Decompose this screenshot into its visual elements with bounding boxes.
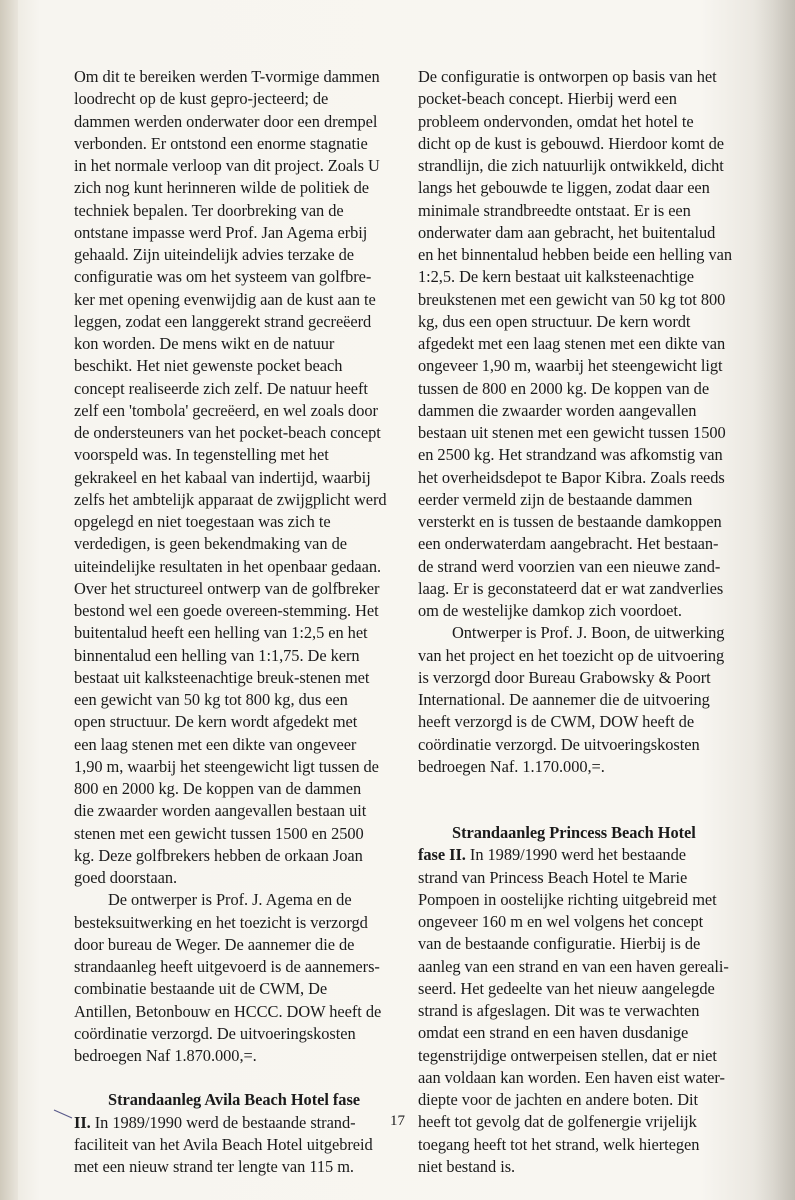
text-line: gehaald. Zijn uiteindelijk advies terzake de [74,245,354,264]
left-paragraph-1 [74,66,404,889]
text-line: configuratie was om het systeem van golfbre- [74,267,372,287]
text-line: Om dit te bereiken werden T-vormige dammen [74,67,380,86]
section-heading-princess-continued [418,844,768,866]
left-paragraph-3 [74,1134,404,1179]
text-line: loodrecht op de kust gepro-jecteerd; de [74,89,329,109]
text-line: heeft tot gevolg dat de golfenergie vrijelijk [418,1112,697,1132]
text-line: om de westelijke damkop zich voordoet. [418,601,682,620]
text-line: ker met opening evenwijdig aan de kust aan te [74,289,376,309]
right-column [418,66,768,1178]
text-line: breukstenen met een gewicht van 50 kg tot 800 [418,289,726,309]
text-line: Ontwerper is Prof. J. Boon, de uitwerking [452,623,725,643]
left-column [74,66,404,1178]
text-line: goed doorstaan. [74,868,178,887]
text-line: dicht op de kust is gebouwd. Hierdoor komt de [418,133,724,153]
text-line: besteksuitwerking en het toezicht is verzorgd [74,912,368,932]
text-line: 800 en 2000 kg. De koppen van de dammen [74,779,362,798]
text-line: ontstane impasse werd Prof. Jan Agema erbij [74,222,368,242]
text-line: het overheidsdepot te Bapor Kibra. Zoals reeds [418,467,725,487]
text-line: onderwater dam aan gebracht, het buitentalud [418,222,716,242]
text-line: bedroegen Naf 1.870.000,=. [74,1046,257,1065]
text-line: seerd. Het gedeelte van het nieuw aangelegde [418,978,715,998]
text-line: De configuratie is ontworpen op basis van het [418,67,717,86]
text-line: coördinatie verzorgd. De uitvoeringskosten [74,1023,356,1043]
text-line: strandaanleg heeft uitgevoerd is de aannemers- [74,957,380,976]
text-line: van de bestaande configuratie. Hierbij is de [418,934,701,954]
text-line: buitentalud heeft een helling van 1:2,5 en het [74,623,368,643]
text-line: van het project en het toezicht op de uitvoering [418,645,725,665]
text-line: en 2500 kg. Het strandzand was afkomstig van [418,445,723,465]
text-line: Over het structureel ontwerp van de golfbreker [74,578,380,598]
text-line: binnentalud een helling van 1:1,75. De kern [74,645,360,665]
text-line: niet bestand is. [418,1156,516,1176]
heading-continuation: In 1989/1990 werd het bestaande [465,845,686,865]
text-line: tegenstrijdige ontwerpeisen stellen, dat er niet [418,1045,717,1065]
heading-continuation: In 1989/1990 werd de bestaande strand- [90,1112,356,1132]
text-line: bedroegen Naf. 1.170.000,=. [418,756,605,776]
text-line: is verzorgd door Bureau Grabowsky & Poort [418,667,711,687]
text-line: de strand werd voorzien van een nieuwe zand- [418,556,721,576]
text-line: heeft verzorgd is de CWM, DOW heeft de [418,712,695,732]
text-line: en het binnentalud hebben beide een helling van [418,245,732,264]
right-paragraph-1 [418,66,768,622]
text-line: verdedigen, is geen bekendmaking van de [74,534,347,554]
text-line: strand is afgeslagen. Dit was te verwachten [418,1001,700,1020]
binding-edge [0,0,18,1200]
right-paragraph-2 [418,622,768,778]
text-line: in het normale verloop van dit project. Zoals U [74,156,380,175]
text-line: gekrakeel en het kabaal van indertijd, waarbij [74,467,371,487]
text-line: concept realiseerde zich zelf. De natuur heeft [74,378,368,398]
text-line: verbonden. Er ontstond een enorme stagnatie [74,133,368,153]
text-line: dammen die zwaarder worden aangevallen [418,400,697,420]
text-line: faciliteit van het Avila Beach Hotel uitgebreid [74,1134,373,1154]
text-line: strandlijn, die zich natuurlijk ontwikkeld, dicht [418,156,724,175]
text-line: met een nieuw strand ter lengte van 115 m. [74,1157,354,1176]
text-line: een laag stenen met een dikte van ongeveer [74,734,357,754]
spacer [74,1067,404,1089]
text-line: aan voldaan kan worden. Een haven eist water- [418,1067,725,1087]
text-line: langs het gebouwde te liggen, zodat daar een [418,178,710,198]
text-line: kon worden. De mens wikt en de natuur [74,334,335,353]
text-line: bestond wel een goede overeen-stemming. Het [74,601,379,620]
section-heading-avila: Strandaanleg Avila Beach Hotel fase [108,1090,360,1110]
text-line: coördinatie verzorgd. De uitvoeringskosten [418,734,700,754]
text-line: open structuur. De kern wordt afgedekt met [74,712,358,732]
text-line: pocket-beach concept. Hierbij werd een [418,89,677,109]
left-paragraph-2 [74,889,404,1067]
text-line: versterkt en is tussen de bestaande damkoppen [418,512,722,531]
text-line: dammen werden onderwater door een drempel [74,111,378,131]
text-line: kg. Deze golfbrekers hebben de orkaan Joan [74,845,363,865]
text-line: techniek bepalen. Ter doorbreking van de [74,200,344,220]
text-line: een gewicht van 50 kg tot 800 kg, dus een [74,690,348,709]
text-line: door bureau de Weger. De aannemer die de [74,934,355,954]
text-line: toegang heeft tot het strand, welk hiertegen [418,1134,700,1154]
text-line: omdat een strand en een haven dusdanige [418,1023,689,1043]
text-line: De ontwerper is Prof. J. Agema en de [108,890,352,910]
text-line: Antillen, Betonbouw en HCCC. DOW heeft de [74,1001,382,1021]
text-line: probleem ondervonden, omdat het hotel te [418,111,694,131]
text-line: laag. Er is geconstateerd dat er wat zandverlies [418,578,724,598]
text-line: kg, dus een open structuur. De kern wordt [418,311,691,331]
text-line: voorspeld was. In tegenstelling met het [74,445,329,465]
text-line: tussen de 800 en 2000 kg. De koppen van de [418,378,710,398]
text-line: aanleg van een strand en van een haven gereali- [418,956,729,976]
text-line: opgelegd en niet toegestaan was zich te [74,512,331,531]
text-line: stenen met een gewicht tussen 1500 en 2500 [74,823,364,843]
section-heading-princess: Strandaanleg Princess Beach Hotel [452,823,696,842]
text-line: 1:2,5. De kern bestaat uit kalksteenachtige [418,267,694,287]
spacer [418,778,768,800]
text-line: ongeveer 160 m en wel volgens het concept [418,912,704,931]
text-line: bestaat uit kalksteenachtige breuk-stenen met [74,667,370,687]
text-line: 1,90 m, waarbij het steengewicht ligt tussen de [74,756,379,776]
text-line: strand van Princess Beach Hotel te Marie [418,867,688,887]
heading-fase-label: fase II. [418,845,466,865]
text-line: uiteindelijke resultaten in het openbaar gedaan. [74,556,382,576]
text-line: combinatie bestaande uit de CWM, De [74,979,328,999]
spacer [418,800,768,822]
text-line: afgedekt met een laag stenen met een dikte van [418,334,726,353]
text-line: die zwaarder worden aangevallen bestaan uit [74,801,367,821]
page-number: 17 [390,1113,405,1129]
right-paragraph-3 [418,867,768,1179]
text-line: eerder vermeld zijn de bestaande dammen [418,489,693,509]
text-line: zelf een 'tombola' gecreëerd, en wel zoals door [74,400,378,420]
text-line: ongeveer 1,90 m, waarbij het steengewicht ligt [418,356,723,376]
text-line: International. De aannemer die de uitvoering [418,690,710,709]
text-line: leggen, zodat een langgerekt strand gecreëerd [74,311,372,331]
text-line: bestaan uit stenen met een gewicht tussen 1500 [418,423,726,442]
text-line: minimale strandbreedte ontstaat. Er is een [418,200,691,220]
text-line: Pompoen in oostelijke richting uitgebreid met [418,889,717,909]
heading-fase-label: II. [74,1112,91,1132]
text-line: zelfs het ambtelijk apparaat de zwijgplicht werd [74,489,387,509]
text-line: een onderwaterdam aangebracht. Het bestaan- [418,534,719,554]
text-line: beschikt. Het niet gewenste pocket beach [74,356,343,376]
text-line: zich nog kunt herinneren wilde de politiek de [74,178,369,198]
text-line: diepte voor de jachten en andere boten. Dit [418,1090,699,1109]
text-line: de ondersteuners van het pocket-beach concept [74,423,381,442]
